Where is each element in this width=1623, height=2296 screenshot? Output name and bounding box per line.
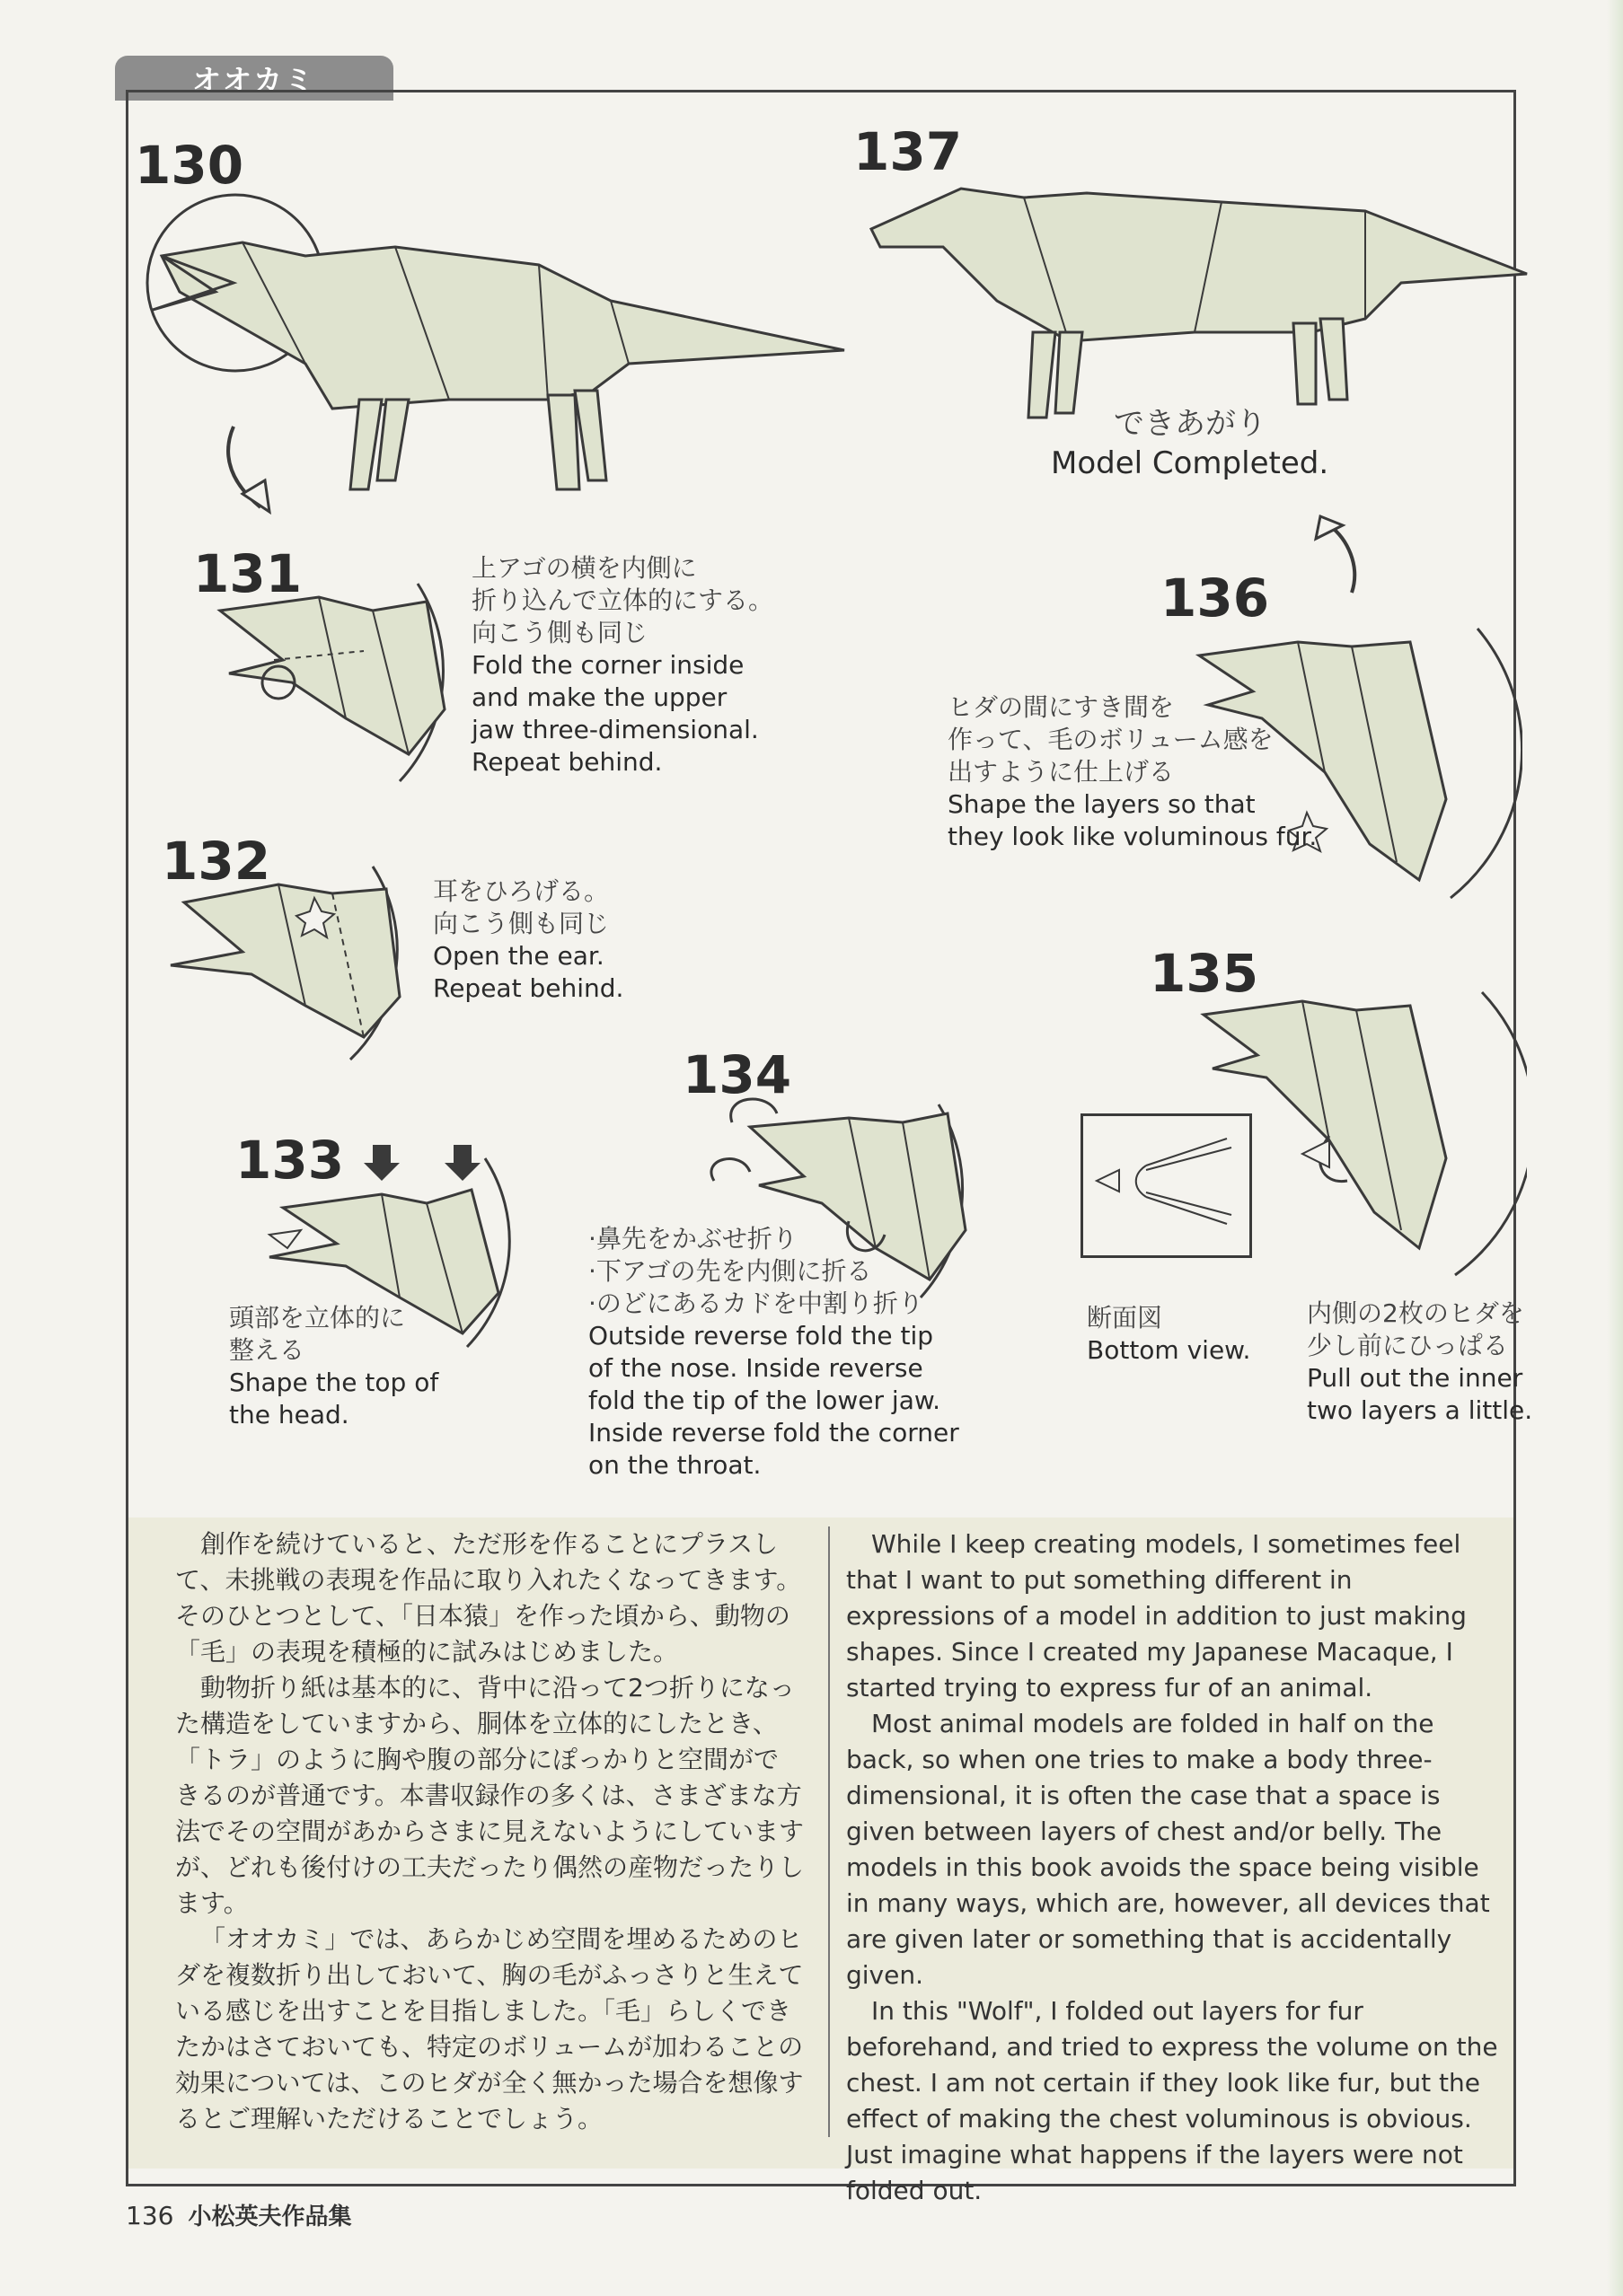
essay-en-paragraph-1: While I keep creating models, I sometimes feel that I want to put something different in expressions of a model in addition to just making shapes. Since I created my Japanese Macaque, I started trying to express fur of an animal. <box>846 1529 1467 1702</box>
step-134-jp-1: ·鼻先をかぶせ折り <box>588 1224 798 1254</box>
step-131-jp-2: 折り込んで立体的にする。 <box>472 585 774 615</box>
essay-en-column <box>846 1526 1502 2209</box>
step-134-jp-2: ·下アゴの先を内側に折る <box>588 1256 872 1286</box>
step-135-inset-en: Bottom view. <box>1087 1335 1251 1365</box>
step-132-number: 132 <box>162 831 271 892</box>
step-134-en-4: Inside reverse fold the corner <box>588 1418 959 1447</box>
page-footer <box>126 2198 351 2231</box>
step-135-inset-jp: 断面図 <box>1087 1303 1163 1333</box>
step-136-number: 136 <box>1160 567 1270 629</box>
step-132-jp-1: 耳をひろげる。 <box>433 876 610 906</box>
step-136-en-1: Shape the layers so that <box>948 789 1256 819</box>
essay-jp-paragraph-3: 「オオカミ」では、あらかじめ空間を埋めるためのヒダを複数折り出しておいて、胸の毛がふっさりと生えている感じを出すことを目指しました。「毛」らしくできたかはさておいても、特定のボリュームが加わることの効果については、このヒダが全く無かった場合を想像するとご理解いただけることでしょう。 <box>175 1924 804 2133</box>
step-133-jp-2: 整える <box>229 1335 305 1365</box>
step-135-number: 135 <box>1150 943 1259 1004</box>
step-133-jp-1: 頭部を立体的に <box>229 1303 406 1333</box>
step-132-en-1: Open the ear. <box>433 941 604 971</box>
step-134-en-2: of the nose. Inside reverse <box>588 1353 923 1383</box>
essay-en-paragraph-3: In this "Wolf", I folded out layers for fur beforehand, and tried to express the volume on the chest. I am not certain if they look like fur, but the effect of making the chest voluminous is obvious. Just imagine what happens if the layers were not folded out. <box>846 1996 1498 2205</box>
step-131-number: 131 <box>193 543 303 604</box>
scan-edge <box>1607 0 1623 2296</box>
step-137-wolf-completed-diagram <box>862 175 1536 435</box>
step-135-en-2: two layers a little. <box>1307 1395 1533 1425</box>
step-136-jp-2: 作って、毛のボリューム感を <box>948 725 1274 754</box>
step-136-jp-1: ヒダの間にすき間を <box>948 692 1175 722</box>
step-132-head-diagram <box>162 862 431 1069</box>
step-134-caption <box>588 1223 959 1482</box>
step-133-en-1: Shape the top of <box>229 1368 439 1397</box>
step-130-number: 130 <box>135 135 244 196</box>
step-131-jp-3: 向こう側も同じ <box>472 618 648 647</box>
step-133-number: 133 <box>235 1130 345 1191</box>
step-135-inset-caption <box>1087 1302 1250 1367</box>
step-131-en-4: Repeat behind. <box>472 747 663 777</box>
essay-jp-paragraph-1: 創作を続けていると、ただ形を作ることにプラスして、未挑戦の表現を作品に取り入れたくなってきます。そのひとつとして、「日本猿」を作った頃から、動物の「毛」の表現を積極的に試みはじめました。 <box>175 1529 802 1667</box>
step-133-caption <box>229 1302 438 1431</box>
tab-title: オオカミ <box>191 63 317 97</box>
step-134-number: 134 <box>683 1044 792 1105</box>
essay-en-paragraph-2: Most animal models are folded in half on the back, so when one tries to make a body three-dimensional, it is often the case that a space is given between layers of chest and/or belly. The models in this book avoids the space being visible in many ways, which are, however, all devices that are given later or something that is accidentally given. <box>846 1709 1490 1990</box>
step-132-caption <box>433 875 623 1005</box>
step-134-en-5: on the throat. <box>588 1450 762 1480</box>
step-136-en-2: they look like voluminous fur. <box>948 822 1318 851</box>
step-137-caption <box>1051 404 1329 483</box>
bottom-view-inset <box>1081 1113 1252 1258</box>
bottom-view-diagram <box>1083 1116 1249 1255</box>
step-137-number: 137 <box>853 121 963 182</box>
step-133-en-2: the head. <box>229 1400 349 1430</box>
book-title: 小松英夫作品集 <box>188 2204 352 2230</box>
step-131-head-diagram <box>193 575 472 790</box>
step-135-jp-2: 少し前にひっぱる <box>1307 1331 1509 1360</box>
step-131-caption <box>472 552 773 779</box>
step-131-en-2: and make the upper <box>472 682 728 712</box>
step-132-en-2: Repeat behind. <box>433 973 624 1003</box>
step-135-jp-1: 内側の2枚のヒダを <box>1307 1298 1524 1328</box>
step-131-en-3: jaw three-dimensional. <box>472 715 759 744</box>
step-131-jp-1: 上アゴの横を内側に <box>472 553 697 583</box>
step-131-en-1: Fold the corner inside <box>472 650 745 680</box>
step-136-caption <box>948 691 1317 853</box>
step-134-en-1: Outside reverse fold the tip <box>588 1321 934 1350</box>
arrow-to-137-icon <box>1302 512 1374 602</box>
column-divider <box>828 1526 830 2137</box>
arrow-to-131-icon <box>216 422 287 521</box>
step-137-jp-1: できあがり <box>1114 406 1266 442</box>
step-135-caption <box>1307 1298 1532 1427</box>
step-134-jp-3: ·のどにあるカドを中割り折り <box>588 1289 923 1318</box>
step-136-jp-3: 出すように仕上げる <box>948 757 1175 787</box>
essay-jp-paragraph-2: 動物折り紙は基本的に、背中に沿って2つ折りになった構造をしていますから、胴体を立体的にしたとき、「トラ」のように胸や腹の部分にぽっかりと空間ができるのが普通です。本書収録作の多くは、さまざまな方法でその空間があからさまに見えないようにしていますが、どれも後付けの工夫だったり偶然の産物だったりします。 <box>175 1673 805 1918</box>
step-135-en-1: Pull out the inner <box>1307 1363 1523 1393</box>
step-134-en-3: fold the tip of the lower jaw. <box>588 1386 941 1415</box>
page-number: 136 <box>126 2201 174 2230</box>
step-132-jp-2: 向こう側も同じ <box>433 909 610 938</box>
step-137-en-1: Model Completed. <box>1051 445 1329 481</box>
essay-jp-column <box>175 1526 804 2137</box>
